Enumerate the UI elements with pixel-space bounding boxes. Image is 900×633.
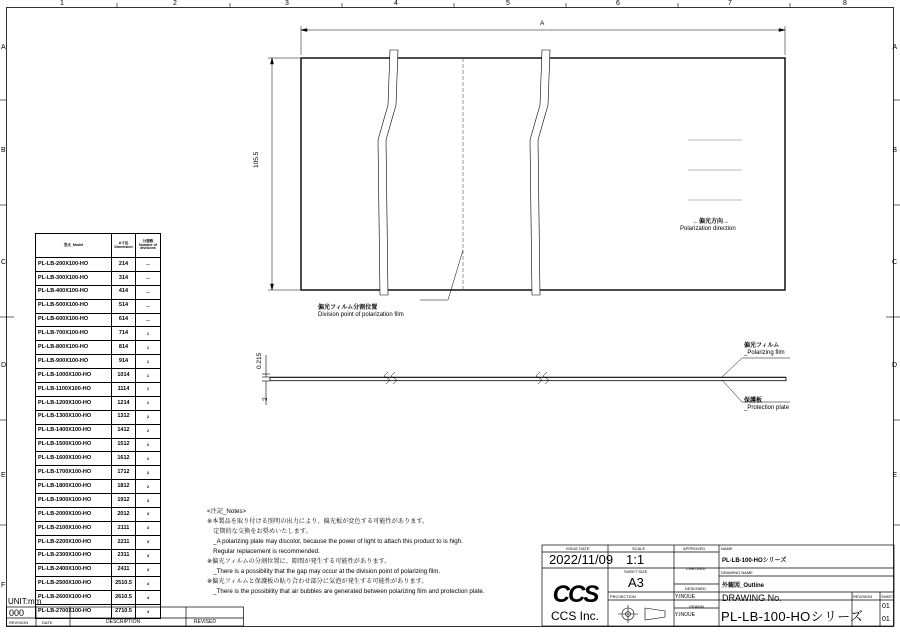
projection-symbol [618, 605, 665, 623]
revision-value: 01 [882, 603, 890, 610]
header-dimension: A寸法 Dimension [112, 234, 136, 258]
protection-plate-en: _Protection plate [744, 405, 790, 411]
divisions-cell: 2 [136, 410, 161, 424]
note-line: 定期的な交換をお奨めいたします。 [207, 528, 312, 535]
revision-number: 000 [9, 608, 25, 618]
product-name: PL-LB-100-HOシリーズ [722, 558, 787, 564]
notes-section [207, 507, 485, 597]
table-row [36, 313, 161, 327]
table-row [36, 396, 161, 410]
division-point-en: Division point of polarization film [318, 312, 404, 318]
table-row [36, 438, 161, 452]
divisions-cell: 1 [136, 327, 161, 341]
dimension-cell: 1412 [112, 424, 136, 438]
model-cell: PL-LB-800X100-HO [36, 341, 112, 355]
sheet-label: SHEET [881, 594, 895, 599]
table-row [36, 494, 161, 508]
table-row [36, 577, 161, 591]
table-row [36, 327, 161, 341]
divisions-cell: — [136, 313, 161, 327]
divisions-cell: 2 [136, 466, 161, 480]
table-header-row [36, 234, 161, 258]
drawing-name: 外観図_Outline [722, 583, 765, 589]
grid-row-b-right: B [892, 147, 897, 154]
grid-col-6: 6 [616, 0, 620, 7]
model-cell: PL-LB-200X100-HO [36, 258, 112, 272]
note-line: _There is a possibility that the gap may occur at the division point of polarizing film. [207, 568, 441, 575]
grid-col-5: 5 [506, 0, 510, 7]
dimension-cell: 1014 [112, 369, 136, 383]
dimension-cell: 1812 [112, 480, 136, 494]
polarizing-film-jp: 偏光フィルム [744, 343, 780, 349]
divisions-cell: 3 [136, 521, 161, 535]
model-cell: PL-LB-2000X100-HO [36, 508, 112, 522]
divisions-cell: 2 [136, 480, 161, 494]
grid-col-7: 7 [728, 0, 732, 7]
table-row [36, 521, 161, 535]
dimension-cell: 2311 [112, 549, 136, 563]
dimension-cell: 2111 [112, 521, 136, 535]
sheet-size-label: SHEET SIZE [624, 569, 648, 574]
model-cell: PL-LB-1300X100-HO [36, 410, 112, 424]
dimension-cell: 2211 [112, 535, 136, 549]
table-row [36, 535, 161, 549]
table-row [36, 480, 161, 494]
polarization-direction-en: Polarization direction [680, 226, 736, 232]
note-line: _A polarizing plate may discolor, because the power of light to attach this product to is high. [207, 538, 463, 545]
model-cell: PL-LB-1100X100-HO [36, 383, 112, 397]
table-row [36, 369, 161, 383]
model-dimension-table [35, 233, 161, 619]
model-cell: PL-LB-400X100-HO [36, 285, 112, 299]
divisions-cell: — [136, 285, 161, 299]
model-cell: PL-LB-2300X100-HO [36, 549, 112, 563]
header-divisions: 分割数 Number of divisions [136, 234, 161, 258]
table-row [36, 466, 161, 480]
model-cell: PL-LB-1000X100-HO [36, 369, 112, 383]
table-row [36, 258, 161, 272]
grid-row-c-right: C [891, 259, 897, 266]
model-cell: PL-LB-2500X100-HO [36, 577, 112, 591]
table-row [36, 452, 161, 466]
dimension-cell: 2710.5 [112, 605, 136, 619]
rev-col-date: DATE [42, 620, 53, 625]
model-cell: PL-LB-1500X100-HO [36, 438, 112, 452]
dimension-cell: 1512 [112, 438, 136, 452]
note-line: _There is the possibility that air bubbles are generated between polarizing film and protection plate. [207, 588, 485, 595]
table-row [36, 424, 161, 438]
designed-label: DESIGNED [685, 586, 706, 591]
dimension-cell: 1114 [112, 383, 136, 397]
polarizing-film-en: _Polarizing film [744, 350, 785, 356]
model-cell: PL-LB-1600X100-HO [36, 452, 112, 466]
dimension-cell: 1312 [112, 410, 136, 424]
dimension-cell: 2012 [112, 508, 136, 522]
table-row [36, 299, 161, 313]
table-row [36, 591, 161, 605]
notes-title: <注記_Notes> [207, 508, 247, 515]
grid-col-1: 1 [60, 0, 64, 7]
dimension-height-label: 105.5 [253, 151, 260, 168]
grid-col-8: 8 [843, 0, 847, 7]
checked-label: CHECKED [686, 566, 706, 571]
model-cell: PL-LB-1700X100-HO [36, 466, 112, 480]
dimension-cell: 414 [112, 285, 136, 299]
drawing-name-label: DRAWING NAME [721, 570, 753, 575]
approved-label: APPROVED [683, 546, 706, 551]
divisions-cell: — [136, 271, 161, 285]
dimension-cell: 1912 [112, 494, 136, 508]
table-row [36, 271, 161, 285]
dimension-cell: 2411 [112, 563, 136, 577]
model-cell: PL-LB-300X100-HO [36, 271, 112, 285]
divisions-cell: 3 [136, 563, 161, 577]
designed-by: Y.INOUE [675, 594, 695, 600]
grid-row-f: F [1, 582, 6, 589]
grid-row-e-right: E [892, 472, 897, 479]
divisions-cell: 3 [136, 535, 161, 549]
divisions-cell: 4 [136, 605, 161, 619]
revision-label: REVISION [853, 594, 873, 599]
divisions-cell: 1 [136, 355, 161, 369]
header-model: 型式_Model [36, 234, 112, 258]
issue-date: 2022/11/09 [549, 552, 614, 567]
note-line: ※本製品を取り付ける照明の出力により、偏光板が変色する可能性があります。 [207, 518, 429, 525]
dimension-thin-label: 0.215 [256, 352, 263, 369]
model-cell: PL-LB-900X100-HO [36, 355, 112, 369]
model-cell: PL-LB-2600X100-HO [36, 591, 112, 605]
drawn-by: Y.INOUE [675, 612, 695, 618]
divisions-cell: 2 [136, 424, 161, 438]
note-line: ※偏光フィルムと保護板の貼り合わせ部分に気泡が発生する可能性があります。 [207, 578, 428, 585]
ccs-logo: CCS [552, 581, 598, 608]
divisions-cell: 1 [136, 396, 161, 410]
company-name: CCS Inc. [550, 609, 599, 623]
model-cell: PL-LB-1400X100-HO [36, 424, 112, 438]
scale-value: 1:1 [626, 552, 645, 567]
dimension-cell: 314 [112, 271, 136, 285]
grid-row-d: D [1, 362, 7, 369]
divisions-cell: — [136, 299, 161, 313]
dimension-cell: 2610.5 [112, 591, 136, 605]
rev-col-revised: REVISED [194, 619, 216, 625]
dimension-cell: 614 [112, 313, 136, 327]
divisions-cell: 1 [136, 383, 161, 397]
table-row [36, 355, 161, 369]
dimension-cell: 214 [112, 258, 136, 272]
grid-row-e: E [1, 472, 6, 479]
division-point-jp: 偏光フィルム分割位置 [318, 305, 378, 311]
divisions-cell: 3 [136, 508, 161, 522]
drawing-no: PL-LB-100-HOシリーズ [721, 609, 864, 624]
polarization-direction-jp: ←偏光方向→ [693, 219, 730, 225]
model-cell: PL-LB-2200X100-HO [36, 535, 112, 549]
dimension-total-label: 2 [262, 397, 269, 401]
table-row [36, 410, 161, 424]
unit-label: UNIT:mm [8, 597, 42, 606]
scale-label: SCALE [632, 546, 646, 551]
model-cell: PL-LB-700X100-HO [36, 327, 112, 341]
dimension-cell: 914 [112, 355, 136, 369]
table-row [36, 549, 161, 563]
dimension-cell: 714 [112, 327, 136, 341]
dimension-cell: 514 [112, 299, 136, 313]
divisions-cell: 2 [136, 452, 161, 466]
projection-label: PROJECTION [610, 594, 636, 599]
model-cell: PL-LB-1900X100-HO [36, 494, 112, 508]
divisions-cell: 4 [136, 577, 161, 591]
divisions-cell: 1 [136, 341, 161, 355]
table-row [36, 605, 161, 619]
model-cell: PL-LB-2700X100-HO [36, 605, 112, 619]
divisions-cell: 3 [136, 549, 161, 563]
dimension-cell: 1612 [112, 452, 136, 466]
model-cell: PL-LB-1200X100-HO [36, 396, 112, 410]
model-cell: PL-LB-600X100-HO [36, 313, 112, 327]
table-row [36, 285, 161, 299]
sheet-value: 01 [882, 616, 890, 623]
table-row [36, 383, 161, 397]
grid-row-d-right: D [891, 362, 897, 369]
divisions-cell: 2 [136, 438, 161, 452]
drawn-label: DRAWN [689, 604, 704, 609]
note-line: Regular replacement is recommended. [207, 548, 320, 555]
protection-plate-jp: 保護板 [744, 398, 763, 404]
rev-col-description: DESCRIPTION [106, 619, 141, 625]
grid-row-a-right: A [892, 44, 897, 51]
grid-col-4: 4 [394, 0, 398, 7]
grid-col-2: 2 [173, 0, 177, 7]
dimension-cell: 814 [112, 341, 136, 355]
model-cell: PL-LB-1800X100-HO [36, 480, 112, 494]
dimension-a-label: A [540, 20, 545, 27]
table-row [36, 341, 161, 355]
note-line: ※偏光フィルムの分割位置に、隙間が発生する可能性があります。 [207, 558, 391, 565]
divisions-cell: 4 [136, 591, 161, 605]
grid-row-c: C [1, 259, 7, 266]
divisions-cell: 3 [136, 494, 161, 508]
grid-col-3: 3 [285, 0, 289, 7]
issue-date-label: ISSUE DATE [566, 546, 590, 551]
dimension-cell: 1214 [112, 396, 136, 410]
model-cell: PL-LB-2100X100-HO [36, 521, 112, 535]
dimension-cell: 2510.5 [112, 577, 136, 591]
name-label: NAME [721, 546, 733, 551]
divisions-cell: 1 [136, 369, 161, 383]
model-cell: PL-LB-2400X100-HO [36, 563, 112, 577]
model-cell: PL-LB-500X100-HO [36, 299, 112, 313]
drawing-no-label: DRAWING No. [722, 593, 782, 603]
grid-row-b: B [1, 147, 6, 154]
sheet-size: A3 [628, 575, 644, 590]
rev-col-revision: REVISION [9, 620, 29, 625]
table-row [36, 563, 161, 577]
dimension-cell: 1712 [112, 466, 136, 480]
grid-row-a: A [1, 44, 6, 51]
table-row [36, 508, 161, 522]
divisions-cell: — [136, 258, 161, 272]
